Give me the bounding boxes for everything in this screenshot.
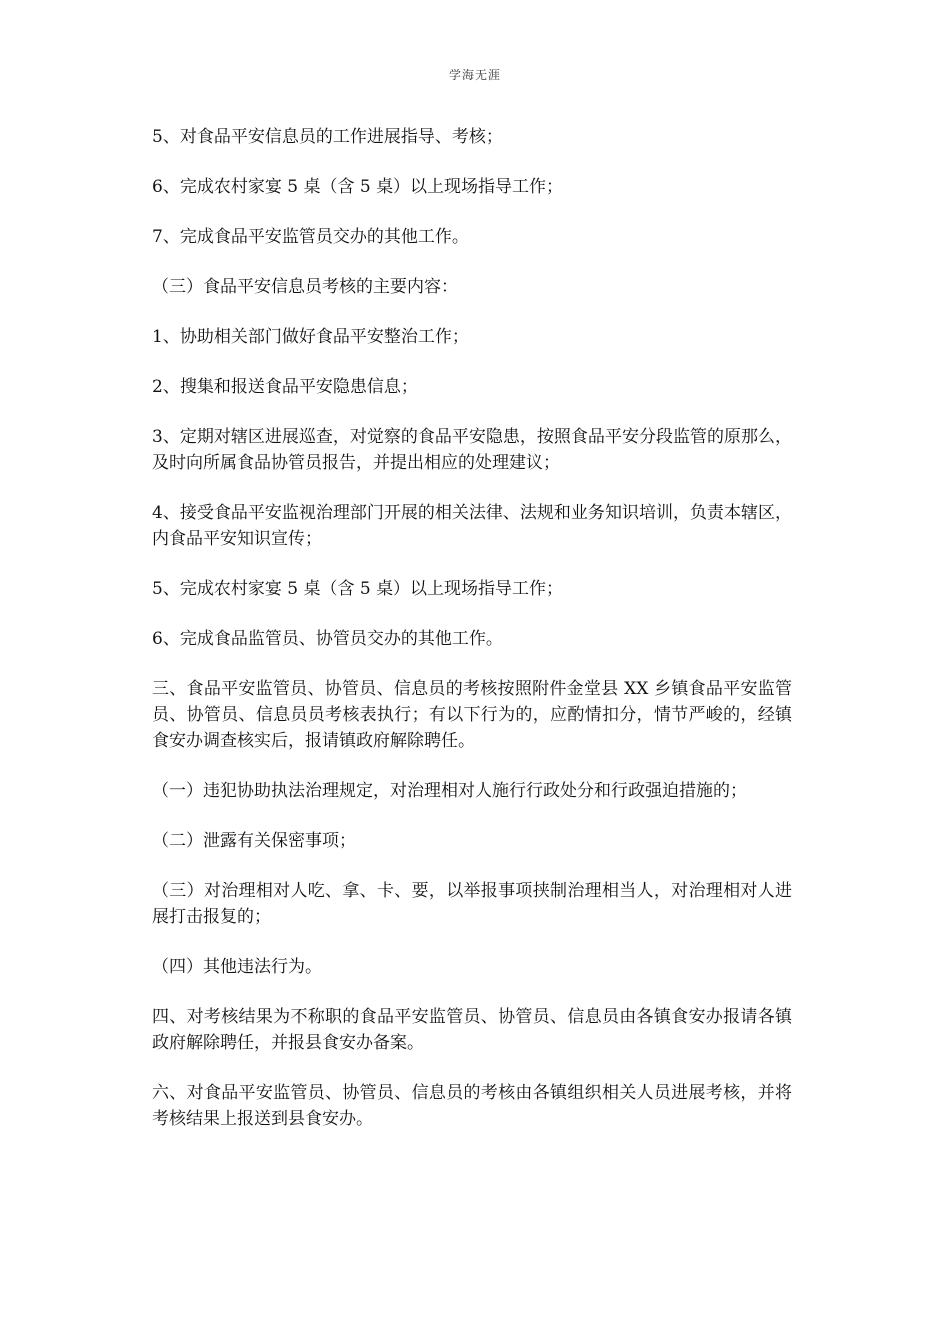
paragraph: 7、完成食品平安监管员交办的其他工作。	[152, 227, 469, 247]
paragraph: 5、对食品平安信息员的工作进展指导、考核；	[152, 127, 503, 147]
paragraph: 2、搜集和报送食品平安隐患信息；	[152, 377, 418, 397]
page-header: 学海无涯	[448, 68, 501, 82]
paragraph: 6、完成农村家宴 5 桌（含 5 桌）以上现场指导工作；	[152, 177, 564, 197]
paragraph: （一）违犯协助执法治理规定，对治理相对人施行行政处分和行政强迫措施的；	[152, 781, 747, 801]
paragraph: 1、协助相关部门做好食品平安整治工作；	[152, 327, 469, 347]
section-heading: （三）食品平安信息员考核的主要内容：	[152, 277, 458, 297]
paragraph: 5、完成农村家宴 5 桌（含 5 桌）以上现场指导工作；	[152, 579, 564, 599]
paragraph: 四、对考核结果为不称职的食品平安监管员、协管员、信息员由各镇食安办报请各镇政府解除聘任，并报县食安办备案。	[152, 1007, 792, 1053]
paragraph: （四）其他违法行为。	[152, 957, 322, 977]
document-body	[152, 124, 792, 1156]
paragraph: 三、食品平安监管员、协管员、信息员的考核按照附件金堂县 XX 乡镇食品平安监管员、协管员、信息员员考核表执行；有以下行为的，应酌情扣分，情节严峻的，经镇食安办调查核实后，报请镇政府解除聘任。	[152, 679, 792, 751]
paragraph: （三）对治理相对人吃、拿、卡、要，以举报事项挟制治理相当人，对治理相对人进展打击报复的；	[152, 881, 792, 927]
paragraph: 3、定期对辖区进展巡查，对觉察的食品平安隐患，按照食品平安分段监管的原那么，及时向所属食品协管员报告，并提出相应的处理建议；	[152, 427, 792, 473]
paragraph: （二）泄露有关保密事项；	[152, 831, 356, 851]
paragraph: 4、接受食品平安监视治理部门开展的相关法律、法规和业务知识培训，负责本辖区，内食品平安知识宣传；	[152, 503, 792, 549]
paragraph: 6、完成食品监管员、协管员交办的其他工作。	[152, 629, 503, 649]
paragraph: 六、对食品平安监管员、协管员、信息员的考核由各镇组织相关人员进展考核，并将考核结果上报送到县食安办。	[152, 1083, 792, 1129]
